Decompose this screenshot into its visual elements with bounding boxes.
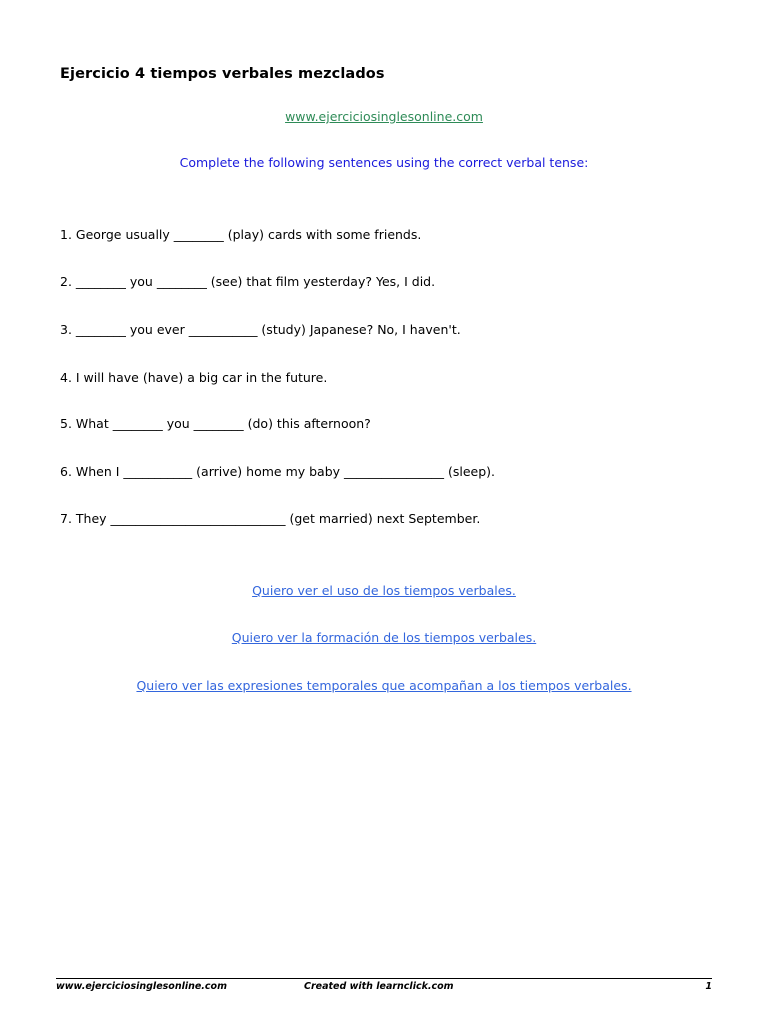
footer-page-number: 1 <box>705 981 712 992</box>
question-5: 5. What ________ you ________ (do) this afternoon? <box>60 416 371 431</box>
instructions-text: Complete the following sentences using the correct verbal tense: <box>179 155 589 170</box>
question-6: 6. When I ___________ (arrive) home my baby ________________ (sleep). <box>60 464 496 479</box>
link-uso-tiempos-verbales[interactable]: Quiero ver el uso de los tiempos verbales. <box>252 583 516 598</box>
link-expresiones-temporales[interactable]: Quiero ver las expresiones temporales que acompañan a los tiempos verbales. <box>136 678 632 693</box>
question-1: 1. George usually ________ (play) cards with some friends. <box>60 227 422 242</box>
link-formacion-tiempos-verbales[interactable]: Quiero ver la formación de los tiempos verbales. <box>231 630 537 645</box>
footer-site: www.ejerciciosinglesonline.com <box>56 981 227 992</box>
question-4: 4. I will have (have) a big car in the future. <box>60 370 328 385</box>
footer-divider <box>56 978 712 979</box>
site-link[interactable]: www.ejerciciosinglesonline.com <box>285 109 483 124</box>
footer-credit: Created with learnclick.com <box>304 981 454 992</box>
question-3: 3. ________ you ever ___________ (study) Japanese? No, I haven't. <box>60 322 461 337</box>
question-7: 7. They ____________________________ (get married) next September. <box>60 511 481 526</box>
page-title: Ejercicio 4 tiempos verbales mezclados <box>60 66 385 82</box>
question-2: 2. ________ you ________ (see) that film yesterday? Yes, I did. <box>60 274 436 289</box>
